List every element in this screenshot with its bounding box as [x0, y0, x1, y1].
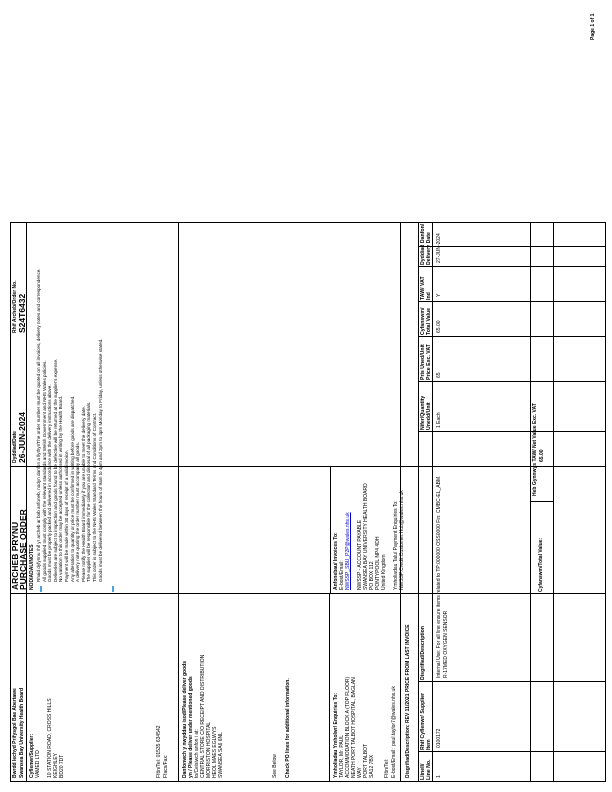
requisitioner-email-label: E-bost/Email:: [391, 748, 397, 778]
invoice-email[interactable]: NWSSP_SBU_P2P@wales.nhs.uk: [345, 512, 351, 590]
description-footer-note: Disgrifiad/Description: REV 11/2021 PRICE FROM LAST INVOICE: [405, 624, 411, 778]
col-vat-header: TAW/ VAT Ind: [420, 276, 432, 300]
col-total-header: Cyfanswm/ Total Value: [420, 307, 432, 335]
row-delivery-date: 27-JUN-2024: [436, 233, 442, 263]
requisitioner-line: NEATH PORT TALBOT HOSPITAL, BAGLAN: [351, 677, 357, 778]
requisitioner-line: WAY: [357, 767, 363, 778]
col-line-header: Llinell/ Line No.: [420, 759, 432, 780]
delivery-line: MORRISTON HOSPITAL: [206, 721, 212, 778]
note-item: No variation to this order may be accepted unless authorised in writing by the Health Board.: [58, 395, 64, 582]
supplier-line: KEIGHLEY: [53, 752, 59, 778]
requisitioner-email[interactable]: paul.taylor7@wales.nhs.uk: [391, 686, 397, 746]
note-item: A delivery note quoting the order number must accompany all goods.: [75, 442, 81, 582]
notes-heading: NODIADAU/NOTES: [29, 544, 35, 590]
supplier-label: Cyflenwr/Supplier:: [29, 733, 35, 778]
delivery-line: SWANSEA SA6 6NL: [218, 732, 224, 778]
org-name-english: Swansea Bay University Health Board: [19, 687, 25, 778]
notes-marker: [112, 586, 114, 592]
notes-marker: [40, 586, 42, 592]
net-value: 65.00: [539, 449, 545, 462]
row-vat: Y: [436, 293, 442, 297]
delivery-line: HEOL MAES EGLWYS: [212, 726, 218, 778]
invoice-email-label: E-bost/Email:: [339, 560, 345, 590]
col-quantity-header: Nifer/Quantity Unedd/Unit: [420, 395, 432, 430]
delivery-line: CENTRAL STORE C/O RECEIPT AND DISTRIBUTION: [200, 654, 206, 778]
row-description-internal: Internal Use: For all line ensure items related to TP:000000 OSS0000 Fin: CMBC-EL_ABM.: [436, 475, 442, 678]
supplier-phone: Ffôn/Tel: 01535 634542: [156, 725, 162, 778]
po-number: S24T6432: [17, 293, 27, 333]
supplier-line: VAMED LTD: [35, 750, 41, 778]
invoice-line: PONTYPOOL NP4 4DH: [375, 536, 381, 590]
note-item: Any alteration to quantity or price must be confirmed in writing before goods are dispatched.: [69, 395, 75, 582]
invoice-line: PO BOX 112: [369, 561, 375, 590]
notes-list: [36, 226, 103, 582]
col-price-header: Pris Uned/Unit Price Exc. VAT: [420, 344, 432, 380]
order-date: 26-JUN-2024: [17, 411, 27, 463]
row-total: 65.00: [436, 320, 442, 333]
net-value-label: Heb Gynnwys TAW/ Net Value Exc. VAT: [532, 403, 538, 496]
invoice-label: Anfonebau/ Invoices To:: [333, 532, 339, 590]
invoice-line: United Kingdom: [381, 554, 387, 590]
delivery-see-below: See Below: [272, 754, 278, 778]
totals-box: [530, 222, 554, 782]
date-label: Dyddiad/Date: [12, 431, 18, 463]
delivery-line: Danfonwch y nwyddau isod/Please deliver goods: [182, 661, 188, 778]
invoice-line: NWSSP - ACCOUNT PAYABLE: [357, 519, 363, 590]
col-delivery-header: Dyddiad Danfon/ Delivery Date: [420, 223, 432, 265]
note-item: Goods must be properly packed and delivered in accordance with the delivery instructions above.: [47, 384, 53, 582]
requisitioner-tel: Ffôn/Tel:: [384, 758, 390, 778]
note-item: All goods supplied must comply with the relevant standards and Welsh Government and NHS Wales policies.: [41, 360, 47, 582]
col-supplier-item-header: Rhif Cyflenwr/ Supplier Item: [420, 692, 432, 750]
note-item: This order is subject to the NHS Wales Standard Terms and Conditions of Contract.: [91, 412, 97, 582]
invoice-line: SWANSEA BAY UNIVERSITY HEALTH BOARD: [363, 483, 369, 590]
note-item: The supplier will be responsible for the collection and disposal of all packaging materials.: [86, 401, 92, 582]
requisitioner-line: TAYLOR, Mr. PAUL: [339, 734, 345, 778]
note-item: Payment will be made within 30 days of receipt of a valid invoice.: [63, 449, 69, 582]
col-description-header: Disgrifiad/Description: [420, 626, 426, 680]
org-name-welsh: Bwrdd Iechyd Prifysgol Bae Abertawe: [12, 688, 18, 778]
note-item: Please notify the Health Board immediately if you are unable to meet the delivery date.: [80, 406, 86, 582]
requisitioner-line: SA12 7BX: [369, 754, 375, 778]
supplier-line: 10 STATION ROAD, CROSS HILLS: [47, 698, 53, 778]
delivery-line: yn / Please deliver under mentioned goods: [188, 676, 194, 778]
payment-queries-email[interactable]: NWSSP.Credit.Customer.Hub@wales.nhs.uk: [399, 490, 405, 590]
row-description: R-17MED OXYGEN SENSOR: [443, 610, 449, 678]
note-item: Rhaid dyfynnu rhif yr archeb ar bob anfoneb, nodyn danfon a llythyr/The order number must be quoted on all invoices, delivery notes and correspondence.: [36, 268, 41, 582]
note-item: Deliveries are subject to inspection and goods found to be defective will be returned at the supplier's expense.: [52, 358, 58, 582]
doc-title: PURCHASE ORDER: [18, 509, 28, 590]
requisitioner-label: Ymholiadau Ymholwr/ Enquiries To:: [333, 692, 339, 778]
supplier-fax: Ffacs/Fax:: [163, 754, 169, 778]
supplier-line: BD20 7DT: [59, 754, 65, 778]
delivery-check-po: Check PO lines for additional information.: [285, 678, 291, 778]
doc-org-short: ARCHEB PRYNU: [10, 521, 20, 590]
po-number-label: Rhif Archeb/Order No.: [12, 280, 18, 333]
row-quantity: 1 Each: [436, 412, 442, 428]
requisitioner-line: PORT TALBOT: [363, 743, 369, 778]
page-number: Page 1 of 1: [590, 13, 596, 40]
row-supplier-item: 0100172: [436, 728, 442, 748]
payment-queries-label: Ymholiadau Talu/ Payment Enquiries To:: [393, 500, 399, 590]
note-item: Goods must be delivered between the hours of 9am to 4pm and 2pm to 4pm Monday to Friday, unless otherwise stated.: [97, 338, 103, 582]
requisitioner-line: ACCOMMODATION BLOCK A (TOP FLOOR): [345, 676, 351, 778]
row-unit-price: 65: [436, 372, 442, 378]
row-line-no: 1: [436, 775, 442, 778]
delivery-line: to/Ceisiwch anfon i at:: [194, 729, 200, 778]
total-value-label: Cyfanswm/Total Value:: [538, 537, 544, 592]
